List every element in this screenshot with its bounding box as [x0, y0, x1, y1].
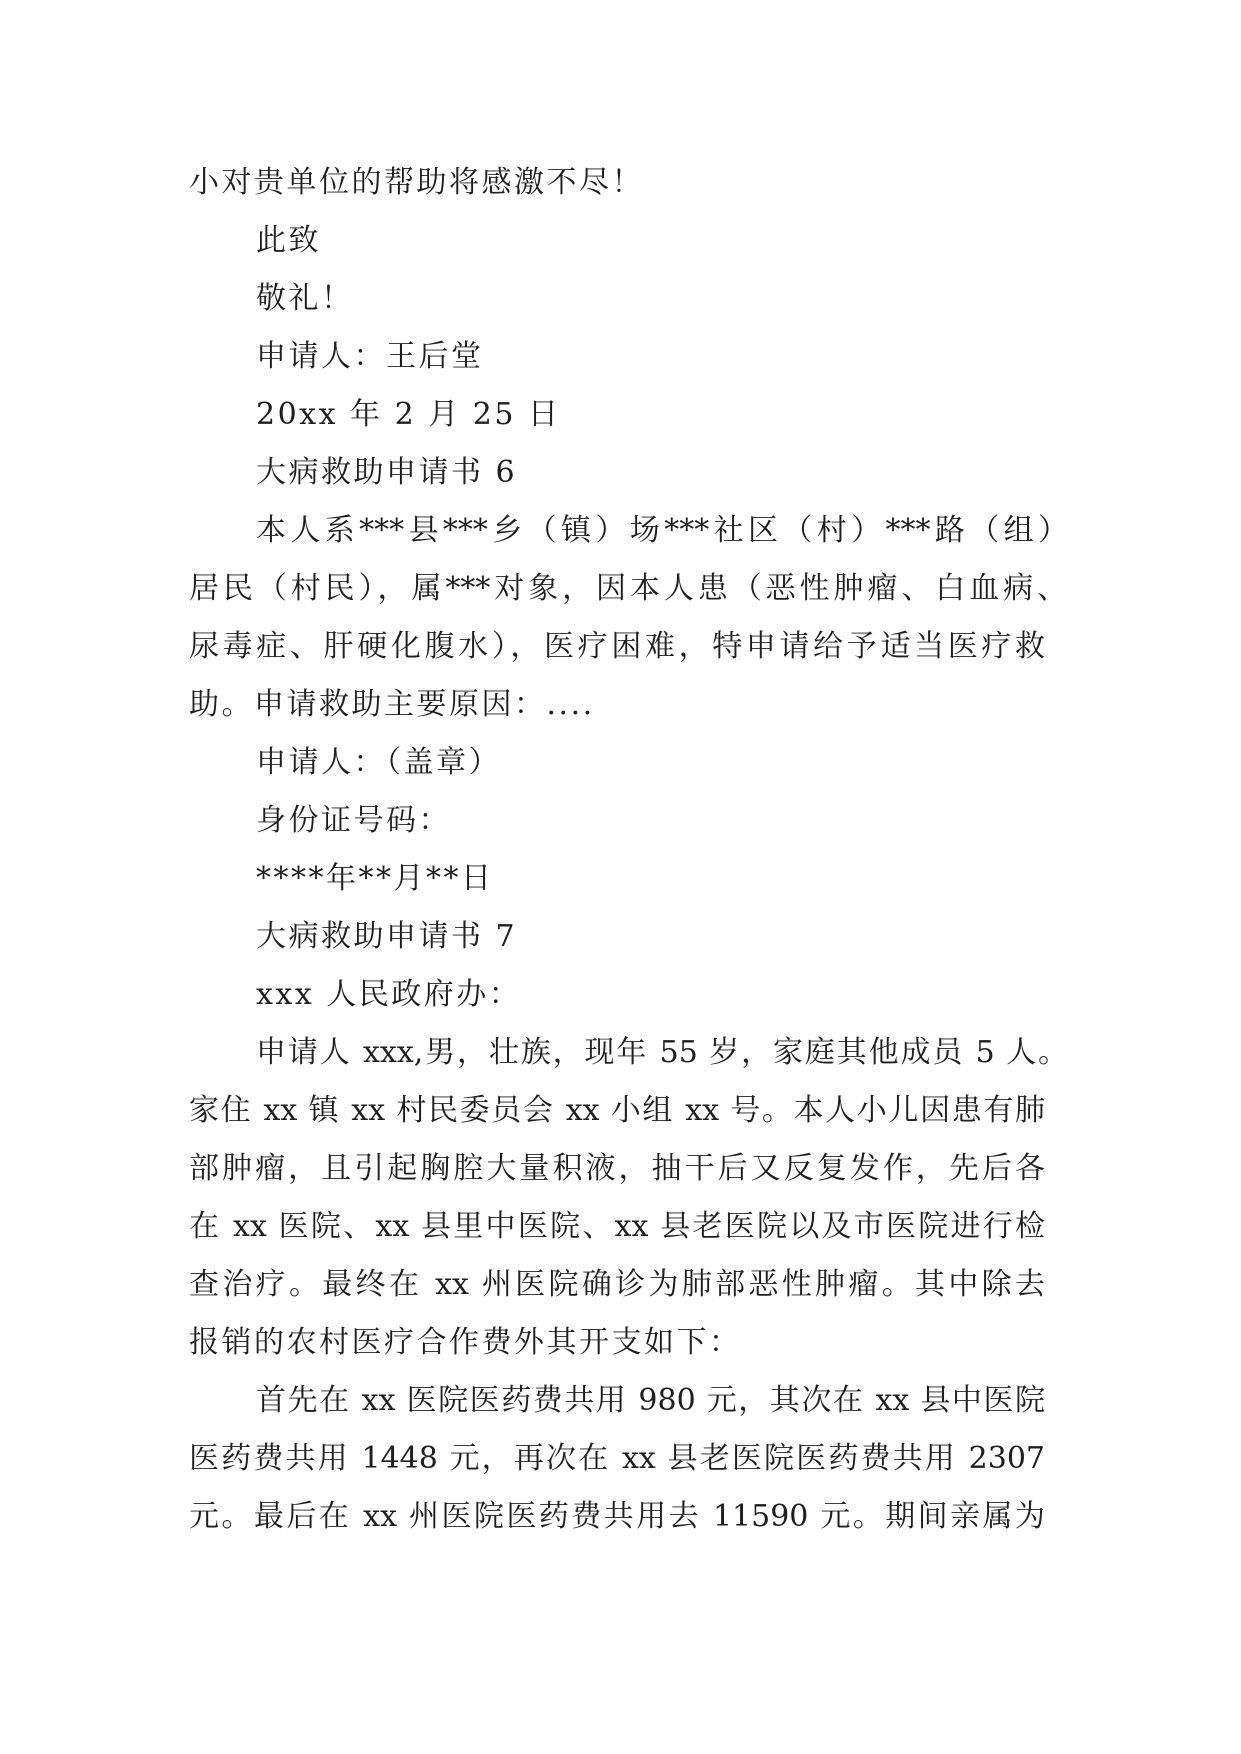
paragraph-line: 家住 xx 镇 xx 村民委员会 xx 小组 xx 号。本人小儿因患有肺: [189, 1093, 1045, 1128]
addressee-line: xxx 人民政府办：: [256, 977, 522, 1012]
paragraph-line: 尿毒症、肝硬化腹水），医疗困难，特申请给予适当医疗救: [189, 629, 1045, 664]
regards-line: 敬礼！: [256, 281, 354, 316]
paragraph-line: 助。申请救助主要原因：....: [189, 687, 595, 722]
paragraph-line: 申请人 xxx,男，壮族，现年 55 岁，家庭其他成员 5 人。: [256, 1035, 1068, 1070]
section-title-6: 大病救助申请书 6: [256, 455, 518, 490]
paragraph-line: 医药费共用 1448 元，再次在 xx 县老医院医药费共用 2307: [189, 1441, 1045, 1476]
letter-date: 20xx 年 2 月 25 日: [256, 397, 561, 432]
paragraph-line: 居民（村民），属***对象，因本人患（恶性肿瘤、白血病、: [189, 571, 1067, 606]
letter-date: ****年**月**日: [256, 861, 494, 896]
paragraph-line: 本人系***县***乡（镇）场***社区（村）***路（组）: [256, 513, 1068, 548]
paragraph-line: 在 xx 医院、xx 县里中医院、xx 县老医院以及市医院进行检: [189, 1209, 1045, 1244]
paragraph-line: 元。最后在 xx 州医院医药费共用去 11590 元。期间亲属为: [189, 1499, 1045, 1534]
paragraph-line: 报销的农村医疗合作费外其开支如下：: [189, 1325, 742, 1360]
paragraph-line: 首先在 xx 医院医药费共用 980 元，其次在 xx 县中医院: [256, 1383, 1045, 1418]
paragraph-line: 部肿瘤，且引起胸腔大量积液，抽干后又反复发作，先后各: [189, 1151, 1045, 1186]
id-number-label: 身份证号码：: [256, 803, 451, 838]
salutation-line: 此致: [256, 223, 321, 258]
paragraph-line: 查治疗。最终在 xx 州医院确诊为肺部恶性肿瘤。其中除去: [189, 1267, 1045, 1302]
closing-sentence: 小对贵单位的帮助将感激不尽！: [189, 165, 644, 200]
applicant-signature: 申请人：王后堂: [256, 339, 484, 374]
applicant-signature: 申请人：（盖章）: [256, 745, 501, 780]
section-title-7: 大病救助申请书 7: [256, 919, 518, 954]
